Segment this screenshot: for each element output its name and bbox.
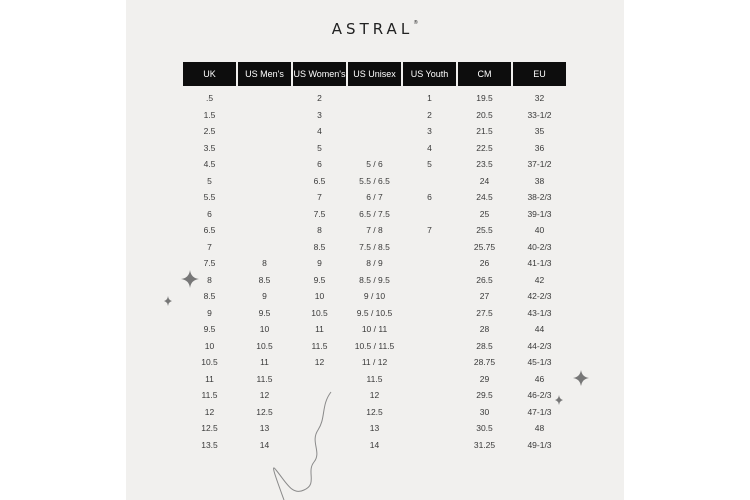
cell-cm: 20.5 <box>476 109 493 120</box>
table-row <box>183 288 566 305</box>
table-body <box>183 86 566 453</box>
cell-us-womens: 10.5 <box>311 307 328 318</box>
cell-uk: 9 <box>207 307 212 318</box>
cell-us-womens: 9.5 <box>313 274 326 285</box>
cell-us-youth <box>403 371 456 388</box>
cell-us-womens: 11.5 <box>311 340 328 351</box>
cell-us-mens <box>238 156 291 173</box>
cell-us-mens <box>238 206 291 223</box>
header-us-unisex: US Unisex <box>348 62 401 86</box>
cell-us-mens: 14 <box>259 439 270 450</box>
header-us-youth: US Youth <box>403 62 456 86</box>
table-row <box>183 239 566 256</box>
cell-us-youth <box>403 437 456 454</box>
cell-us-unisex: 6 / 7 <box>366 192 383 203</box>
cell-uk: 8.5 <box>203 291 216 302</box>
table-row <box>183 272 566 289</box>
cell-eu: 33-1/2 <box>527 109 552 120</box>
cell-uk: 12.5 <box>201 423 218 434</box>
cell-uk: 8 <box>207 274 212 285</box>
cell-uk: .5 <box>205 93 214 104</box>
cell-us-unisex: 10.5 / 11.5 <box>354 340 395 351</box>
cell-us-womens: 11 <box>315 324 324 335</box>
cell-us-unisex: 11 / 12 <box>361 357 388 368</box>
cell-us-youth <box>403 321 456 338</box>
cell-eu: 44 <box>534 324 545 335</box>
table-row <box>183 255 566 272</box>
cell-eu: 49-1/3 <box>527 439 552 450</box>
cell-us-youth: 4 <box>427 142 432 153</box>
cell-us-unisex: 13 <box>369 423 380 434</box>
table-row <box>183 437 566 454</box>
cell-uk: 6.5 <box>203 225 216 236</box>
cell-us-unisex: 7 / 8 <box>366 225 383 236</box>
cell-cm: 31.25 <box>473 439 496 450</box>
cell-us-mens <box>238 173 291 190</box>
cell-us-youth <box>403 173 456 190</box>
cell-us-unisex: 9.5 / 10.5 <box>356 307 393 318</box>
cell-eu: 32 <box>534 93 545 104</box>
sparkle-icon <box>164 296 172 306</box>
cell-us-womens <box>293 371 346 388</box>
cell-us-unisex: 6.5 / 7.5 <box>359 208 390 219</box>
cell-us-womens: 7 <box>317 192 322 203</box>
cell-us-womens: 8 <box>317 225 322 236</box>
cell-uk: 5.5 <box>203 192 216 203</box>
cell-us-unisex: 12.5 <box>366 406 383 417</box>
cell-cm: 25.5 <box>476 225 493 236</box>
cell-us-unisex: 8 / 9 <box>366 258 383 269</box>
cell-us-youth: 3 <box>427 126 432 137</box>
cell-cm: 27 <box>479 291 490 302</box>
cell-us-unisex: 12 <box>369 390 380 401</box>
cell-us-mens <box>238 107 291 124</box>
cell-us-mens: 12 <box>259 390 270 401</box>
sparkle-icon <box>573 370 589 386</box>
cell-us-unisex: 5.5 / 6.5 <box>359 175 390 186</box>
cell-uk: 10.5 <box>201 357 218 368</box>
cell-uk: 10 <box>204 340 215 351</box>
cell-uk: 3.5 <box>203 142 216 153</box>
cell-cm: 24 <box>479 175 490 186</box>
cell-uk: 5 <box>207 175 212 186</box>
size-chart-card <box>126 0 624 500</box>
cell-us-mens: 11.5 <box>256 373 273 384</box>
cell-us-youth: 6 <box>427 192 432 203</box>
cell-us-mens <box>238 86 291 107</box>
cell-cm: 22.5 <box>476 142 493 153</box>
cell-eu: 40 <box>534 225 545 236</box>
cell-eu: 36 <box>534 142 545 153</box>
cell-cm: 29.5 <box>476 390 493 401</box>
cell-uk: 4.5 <box>203 159 216 170</box>
cell-eu: 45-1/3 <box>527 357 552 368</box>
registered-mark: ® <box>413 20 419 26</box>
cell-us-unisex: 11.5 <box>366 373 383 384</box>
cell-us-youth <box>403 338 456 355</box>
cell-uk: 12 <box>204 406 215 417</box>
cell-us-womens <box>293 420 346 437</box>
table-row <box>183 305 566 322</box>
cell-uk: 7 <box>207 241 212 252</box>
cell-us-mens: 10 <box>259 324 270 335</box>
cell-cm: 30 <box>479 406 490 417</box>
cell-us-mens <box>238 222 291 239</box>
cell-us-mens: 11 <box>260 357 269 368</box>
cell-us-unisex: 8.5 / 9.5 <box>359 274 390 285</box>
cell-us-youth: 5 <box>427 159 432 170</box>
cell-cm: 19.5 <box>476 93 493 104</box>
cell-cm: 28 <box>479 324 490 335</box>
cell-us-womens: 2 <box>317 93 322 104</box>
cell-eu: 38 <box>534 175 545 186</box>
cell-us-unisex: 14 <box>369 439 380 450</box>
cell-us-womens: 9 <box>317 258 322 269</box>
size-chart-table <box>181 62 568 453</box>
cell-uk: 11.5 <box>201 390 218 401</box>
table-row <box>183 354 566 371</box>
table-row <box>183 206 566 223</box>
cell-us-womens: 10 <box>314 291 325 302</box>
cell-us-youth <box>403 206 456 223</box>
cell-eu: 41-1/3 <box>527 258 552 269</box>
cell-us-mens: 13 <box>259 423 270 434</box>
cell-cm: 28.75 <box>473 357 496 368</box>
cell-eu: 46-2/3 <box>527 390 552 401</box>
cell-us-youth <box>403 272 456 289</box>
brand-name: ASTRAL <box>331 20 414 38</box>
cell-cm: 29 <box>479 373 490 384</box>
cell-eu: 46 <box>534 373 545 384</box>
cell-us-unisex: 9 / 10 <box>363 291 386 302</box>
cell-us-youth <box>403 404 456 421</box>
cell-us-mens: 8.5 <box>258 274 271 285</box>
cell-us-womens: 5 <box>317 142 322 153</box>
cell-cm: 27.5 <box>476 307 493 318</box>
table-row <box>183 321 566 338</box>
cell-cm: 26 <box>479 258 490 269</box>
cell-eu: 47-1/3 <box>527 406 552 417</box>
cell-cm: 21.5 <box>476 126 493 137</box>
cell-us-womens: 7.5 <box>313 208 326 219</box>
cell-us-womens: 12 <box>314 357 325 368</box>
table-row <box>183 371 566 388</box>
cell-us-womens: 6 <box>317 159 322 170</box>
cell-us-womens: 3 <box>317 109 322 120</box>
cell-us-mens: 10.5 <box>256 340 273 351</box>
cell-cm: 25.75 <box>473 241 496 252</box>
cell-us-unisex: 7.5 / 8.5 <box>359 241 390 252</box>
table-row <box>183 189 566 206</box>
cell-us-womens <box>293 387 346 404</box>
cell-us-unisex: 10 / 11 <box>361 324 388 335</box>
header-uk: UK <box>183 62 236 86</box>
table-row <box>183 387 566 404</box>
table-row <box>183 222 566 239</box>
cell-us-youth: 1 <box>427 93 432 104</box>
table-header-row <box>183 62 566 86</box>
cell-us-youth <box>403 305 456 322</box>
cell-eu: 38-2/3 <box>527 192 552 203</box>
cell-uk: 9.5 <box>203 324 216 335</box>
cell-us-womens <box>293 404 346 421</box>
cell-us-unisex: 5 / 6 <box>366 159 383 170</box>
cell-eu: 37-1/2 <box>527 159 552 170</box>
table-row <box>183 123 566 140</box>
cell-uk: 11 <box>205 373 214 384</box>
cell-cm: 30.5 <box>476 423 493 434</box>
cell-eu: 48 <box>534 423 545 434</box>
cell-us-mens <box>238 239 291 256</box>
cell-us-youth <box>403 387 456 404</box>
table-row <box>183 86 566 107</box>
cell-us-mens <box>238 140 291 157</box>
table-row <box>183 156 566 173</box>
cell-us-youth <box>403 420 456 437</box>
cell-us-womens: 4 <box>317 126 322 137</box>
header-us-womens: US Women's <box>293 62 346 86</box>
cell-uk: 13.5 <box>201 439 218 450</box>
cell-us-unisex <box>348 107 401 124</box>
cell-us-mens: 8 <box>262 258 267 269</box>
cell-us-youth: 7 <box>427 225 432 236</box>
cell-eu: 42-2/3 <box>527 291 552 302</box>
cell-us-youth <box>403 354 456 371</box>
cell-cm: 26.5 <box>476 274 493 285</box>
cell-cm: 25 <box>479 208 490 219</box>
cell-us-youth <box>403 288 456 305</box>
cell-us-youth: 2 <box>427 109 432 120</box>
cell-eu: 35 <box>534 126 545 137</box>
cell-cm: 28.5 <box>476 340 493 351</box>
cell-us-youth <box>403 239 456 256</box>
cell-us-mens <box>238 189 291 206</box>
table-row <box>183 173 566 190</box>
cell-eu: 40-2/3 <box>527 241 552 252</box>
cell-uk: 6 <box>207 208 212 219</box>
cell-eu: 42 <box>534 274 545 285</box>
table-row <box>183 107 566 124</box>
header-cm: CM <box>458 62 511 86</box>
cell-us-mens: 9.5 <box>258 307 271 318</box>
cell-cm: 23.5 <box>476 159 493 170</box>
cell-us-womens <box>293 437 346 454</box>
cell-eu: 44-2/3 <box>527 340 552 351</box>
cell-eu: 43-1/3 <box>527 307 552 318</box>
table-row <box>183 140 566 157</box>
table-row <box>183 420 566 437</box>
cell-us-unisex <box>348 140 401 157</box>
cell-cm: 24.5 <box>476 192 493 203</box>
brand-logo <box>126 20 624 38</box>
cell-us-mens: 9 <box>262 291 267 302</box>
table-row <box>183 404 566 421</box>
cell-us-mens: 12.5 <box>256 406 273 417</box>
cell-uk: 2.5 <box>203 126 216 137</box>
cell-uk: 1.5 <box>203 109 216 120</box>
header-eu: EU <box>513 62 566 86</box>
cell-us-mens <box>238 123 291 140</box>
cell-us-youth <box>403 255 456 272</box>
cell-eu: 39-1/3 <box>527 208 552 219</box>
table-row <box>183 338 566 355</box>
cell-us-womens: 8.5 <box>313 241 326 252</box>
cell-us-unisex <box>348 123 401 140</box>
cell-uk: 7.5 <box>203 258 216 269</box>
cell-us-womens: 6.5 <box>313 175 326 186</box>
cell-us-unisex <box>348 86 401 107</box>
header-us-mens: US Men's <box>238 62 291 86</box>
